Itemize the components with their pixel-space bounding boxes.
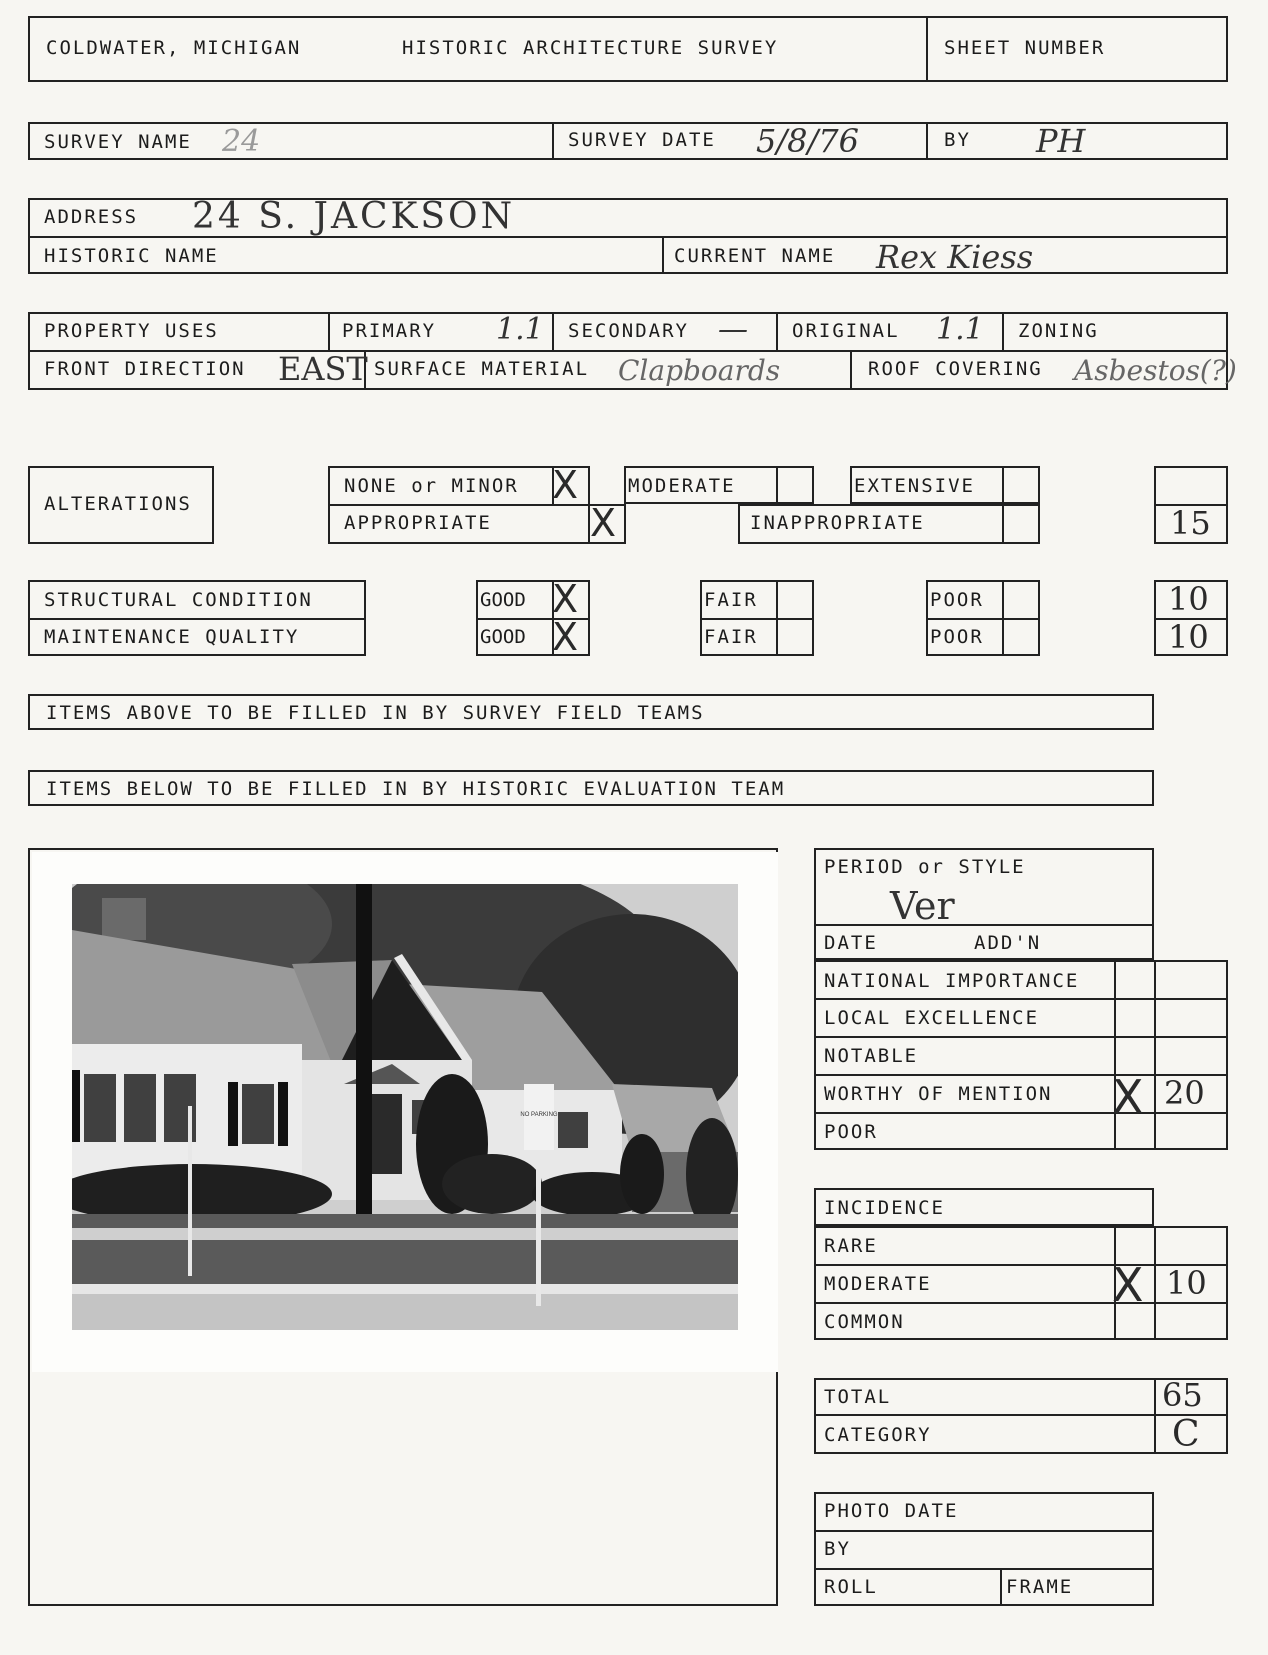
roof-covering-value: Asbestos(?) [1074, 354, 1237, 387]
imp-h4 [814, 1112, 1228, 1114]
worthy-label: WORTHY OF MENTION [824, 1083, 1053, 1105]
incidence-score: 10 [1166, 1264, 1207, 1302]
primary-label: PRIMARY [342, 320, 437, 342]
original-label: ORIGINAL [792, 320, 900, 342]
structural-label: STRUCTURAL CONDITION [44, 589, 313, 611]
addn-label: ADD'N [974, 932, 1042, 954]
local-label: LOCAL EXCELLENCE [824, 1007, 1040, 1029]
maintenance-good-check: X [552, 615, 579, 659]
fair-hline [700, 618, 814, 620]
secondary-value: — [718, 312, 748, 347]
extensive-divider [1002, 466, 1004, 504]
inc-h2 [814, 1302, 1228, 1304]
current-name-label: CURRENT NAME [674, 245, 836, 267]
survey-date-label: SURVEY DATE [568, 129, 716, 151]
condition-hline [28, 618, 366, 620]
structural-score: 10 [1168, 580, 1209, 618]
structural-good-check: X [552, 577, 579, 621]
period-value: Ver [890, 884, 955, 928]
survey-divider-1 [552, 122, 554, 160]
property-div-3 [776, 312, 778, 350]
alterations-label: ALTERATIONS [44, 493, 192, 515]
form-title: HISTORIC ARCHITECTURE SURVEY [402, 37, 779, 59]
incidence-label: INCIDENCE [824, 1197, 945, 1219]
maintenance-score: 10 [1168, 618, 1209, 656]
survey-date-value: 5/8/76 [756, 122, 859, 160]
current-name-divider [662, 236, 664, 274]
none-minor-label: NONE or MINOR [344, 475, 519, 497]
category-value: C [1172, 1414, 1200, 1455]
city-label: COLDWATER, MICHIGAN [46, 37, 302, 59]
zoning-label: ZONING [1018, 320, 1099, 342]
good-label-1: GOOD [480, 589, 526, 611]
imp-h1 [814, 998, 1228, 1000]
total-label: TOTAL [824, 1386, 892, 1408]
secondary-label: SECONDARY [568, 320, 689, 342]
fair-divider [776, 580, 778, 656]
period-date-hline [814, 924, 1154, 926]
extensive-label: EXTENSIVE [854, 475, 975, 497]
note-above: ITEMS ABOVE TO BE FILLED IN BY SURVEY FIELD TEAMS [46, 702, 705, 724]
property-div-1 [328, 312, 330, 350]
survey-by-value: PH [1036, 122, 1086, 160]
roll-frame-divider [1000, 1568, 1002, 1606]
property-div-6 [850, 350, 852, 390]
inappropriate-divider [1002, 504, 1004, 544]
roof-covering-label: ROOF COVERING [868, 358, 1043, 380]
alterations-score: 15 [1170, 504, 1211, 542]
appropriate-check: X [590, 501, 617, 545]
inappropriate-label: INAPPROPRIATE [750, 512, 925, 534]
date-label: DATE [824, 932, 878, 954]
survey-name-label: SURVEY NAME [44, 131, 192, 153]
moderate-incidence-label: MODERATE [824, 1273, 932, 1295]
fair-label-1: FAIR [704, 589, 758, 611]
category-label: CATEGORY [824, 1424, 932, 1446]
frame-label: FRAME [1006, 1576, 1074, 1598]
surface-material-label: SURFACE MATERIAL [374, 358, 590, 380]
poor-label-1: POOR [930, 589, 984, 611]
fair-label-2: FAIR [704, 626, 758, 648]
poor-label-2: POOR [930, 626, 984, 648]
totals-col [1154, 1378, 1156, 1454]
property-div-2 [552, 312, 554, 350]
house-photo [72, 884, 738, 1330]
moderate-divider [776, 466, 778, 504]
photo-info-h2 [814, 1568, 1154, 1570]
common-label: COMMON [824, 1311, 905, 1333]
total-value: 65 [1162, 1376, 1203, 1414]
sheet-number-label: SHEET NUMBER [944, 37, 1106, 59]
roll-label: ROLL [824, 1576, 878, 1598]
moderate-label: MODERATE [628, 475, 736, 497]
evaluation-score: 20 [1164, 1074, 1205, 1112]
maintenance-label: MAINTENANCE QUALITY [44, 626, 300, 648]
photo-date-label: PHOTO DATE [824, 1500, 959, 1522]
survey-by-label: BY [944, 129, 971, 151]
original-value: 1.1 [936, 312, 984, 347]
notable-label: NOTABLE [824, 1045, 919, 1067]
sheet-number-divider [926, 16, 928, 82]
note-below: ITEMS BELOW TO BE FILLED IN BY HISTORIC EVALUATION TEAM [46, 778, 786, 800]
historic-name-label: HISTORIC NAME [44, 245, 219, 267]
good-label-2: GOOD [480, 626, 526, 648]
front-direction-label: FRONT DIRECTION [44, 358, 246, 380]
period-label: PERIOD or STYLE [824, 856, 1026, 878]
house-illustration [72, 884, 738, 1330]
surface-material-value: Clapboards [618, 354, 781, 387]
property-div-4 [1002, 312, 1004, 350]
worthy-check: X [1112, 1070, 1144, 1124]
property-uses-label: PROPERTY USES [44, 320, 219, 342]
sign-text: NO PARKING [520, 1112, 558, 1118]
imp-h2 [814, 1036, 1228, 1038]
survey-name-value: 24 [222, 124, 261, 159]
property-hline [28, 350, 1228, 352]
photo-info-h1 [814, 1530, 1154, 1532]
national-label: NATIONAL IMPORTANCE [824, 970, 1080, 992]
alt-hline [328, 504, 590, 506]
photo-by-label: BY [824, 1538, 851, 1560]
poor-hline [926, 618, 1040, 620]
totals-hline [814, 1414, 1228, 1416]
none-minor-check: X [552, 463, 579, 507]
poor-eval-label: POOR [824, 1121, 878, 1143]
importance-col-2 [1154, 960, 1156, 1150]
address-label: ADDRESS [44, 206, 139, 228]
front-direction-value: EAST [278, 350, 368, 388]
poor-divider [1002, 580, 1004, 656]
survey-divider-2 [926, 122, 928, 160]
moderate-incidence-check: X [1112, 1258, 1144, 1312]
rare-label: RARE [824, 1235, 878, 1257]
current-name-value: Rex Kiess [876, 238, 1034, 276]
address-value: 24 S. JACKSON [192, 196, 516, 237]
inc-col-2 [1154, 1226, 1156, 1340]
appropriate-label: APPROPRIATE [344, 512, 492, 534]
primary-value: 1.1 [496, 312, 544, 347]
